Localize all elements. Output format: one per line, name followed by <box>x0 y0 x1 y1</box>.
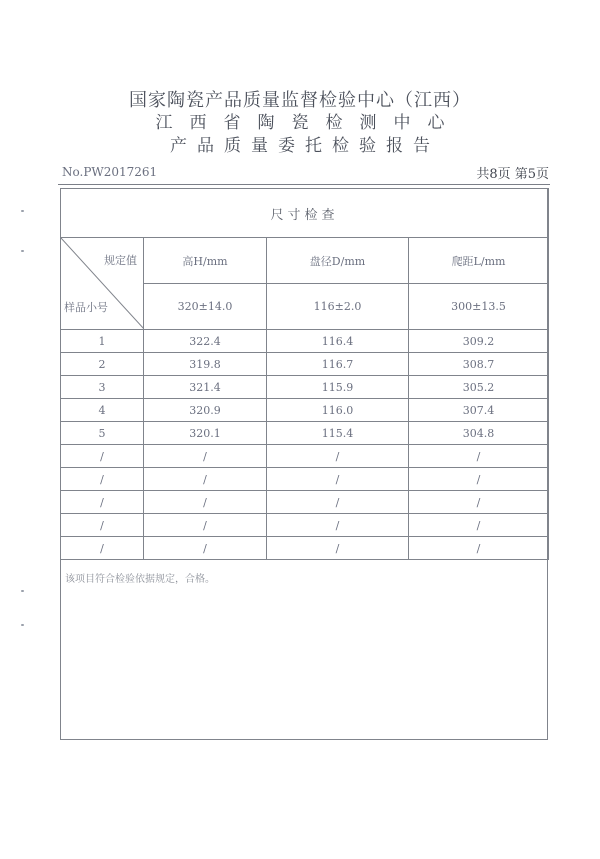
table-title: 尺寸检查 <box>61 189 549 238</box>
center-name: 江西省陶瓷检测中心 <box>155 113 462 133</box>
measurement-cell: / <box>267 514 409 537</box>
measurement-cell: 115.9 <box>267 376 409 399</box>
scan-mark <box>21 210 24 212</box>
corner-cell <box>61 238 144 330</box>
measurement-cell: 309.2 <box>409 330 549 353</box>
table-row <box>61 330 549 353</box>
measurement-cell: / <box>409 514 549 537</box>
inspection-table-frame <box>60 188 548 740</box>
measurement-cell: 305.2 <box>409 376 549 399</box>
column-header-creepage: 爬距L/mm <box>409 238 549 284</box>
measurement-cell: / <box>409 491 549 514</box>
measurement-cell: 320.9 <box>144 399 267 422</box>
institution-name: 国家陶瓷产品质量监督检验中心（江西） <box>129 90 471 111</box>
scan-mark <box>21 250 24 252</box>
spec-diameter: 116±2.0 <box>267 284 409 330</box>
table-row <box>61 399 549 422</box>
spec-label: 规定值 <box>104 254 137 267</box>
measurement-cell: / <box>144 491 267 514</box>
table-row <box>61 514 549 537</box>
measurement-cell: / <box>409 445 549 468</box>
sample-number-cell: / <box>61 468 144 491</box>
measurement-cell: 304.8 <box>409 422 549 445</box>
table-row <box>61 468 549 491</box>
sample-number-cell: / <box>61 491 144 514</box>
column-header-height: 高H/mm <box>144 238 267 284</box>
measurement-cell: / <box>144 514 267 537</box>
measurement-cell: 115.4 <box>267 422 409 445</box>
table-row <box>61 376 549 399</box>
measurement-cell: 116.7 <box>267 353 409 376</box>
sample-number-cell: 4 <box>61 399 144 422</box>
page-count: 共8页 第5页 <box>476 167 549 182</box>
table-row <box>61 537 549 560</box>
sample-label: 样品小号 <box>64 301 108 314</box>
report-number: No.PW2017261 <box>62 165 158 179</box>
measurement-cell: 116.4 <box>267 330 409 353</box>
column-header-diameter: 盘径D/mm <box>267 238 409 284</box>
conclusion-text: 该项目符合检验依据规定，合格。 <box>65 574 215 585</box>
sample-number-cell: / <box>61 514 144 537</box>
spec-creepage: 300±13.5 <box>409 284 549 330</box>
dimension-check-table <box>60 188 549 560</box>
measurement-cell: 308.7 <box>409 353 549 376</box>
sample-number-cell: 2 <box>61 353 144 376</box>
measurement-cell: 307.4 <box>409 399 549 422</box>
sample-number-cell: 1 <box>61 330 144 353</box>
scan-mark <box>21 590 24 592</box>
table-row <box>61 445 549 468</box>
sample-number-cell: 5 <box>61 422 144 445</box>
sample-number-cell: 3 <box>61 376 144 399</box>
measurement-cell: / <box>267 468 409 491</box>
measurement-cell: / <box>144 445 267 468</box>
measurement-cell: / <box>409 537 549 560</box>
measurement-cell: 319.8 <box>144 353 267 376</box>
measurement-cell: / <box>267 491 409 514</box>
measurement-cell: / <box>267 537 409 560</box>
measurement-cell: / <box>267 445 409 468</box>
report-title: 产品质量委托检验报告 <box>170 136 440 156</box>
scan-mark <box>21 624 24 626</box>
sample-number-cell: / <box>61 445 144 468</box>
measurement-cell: 321.4 <box>144 376 267 399</box>
table-row <box>61 353 549 376</box>
measurement-cell: / <box>144 537 267 560</box>
header-rule <box>58 184 550 185</box>
spec-height: 320±14.0 <box>144 284 267 330</box>
measurement-cell: / <box>409 468 549 491</box>
table-row <box>61 491 549 514</box>
measurement-cell: 116.0 <box>267 399 409 422</box>
data-rows <box>61 330 549 560</box>
table-row <box>61 422 549 445</box>
measurement-cell: 320.1 <box>144 422 267 445</box>
sample-number-cell: / <box>61 537 144 560</box>
measurement-cell: 322.4 <box>144 330 267 353</box>
measurement-cell: / <box>144 468 267 491</box>
